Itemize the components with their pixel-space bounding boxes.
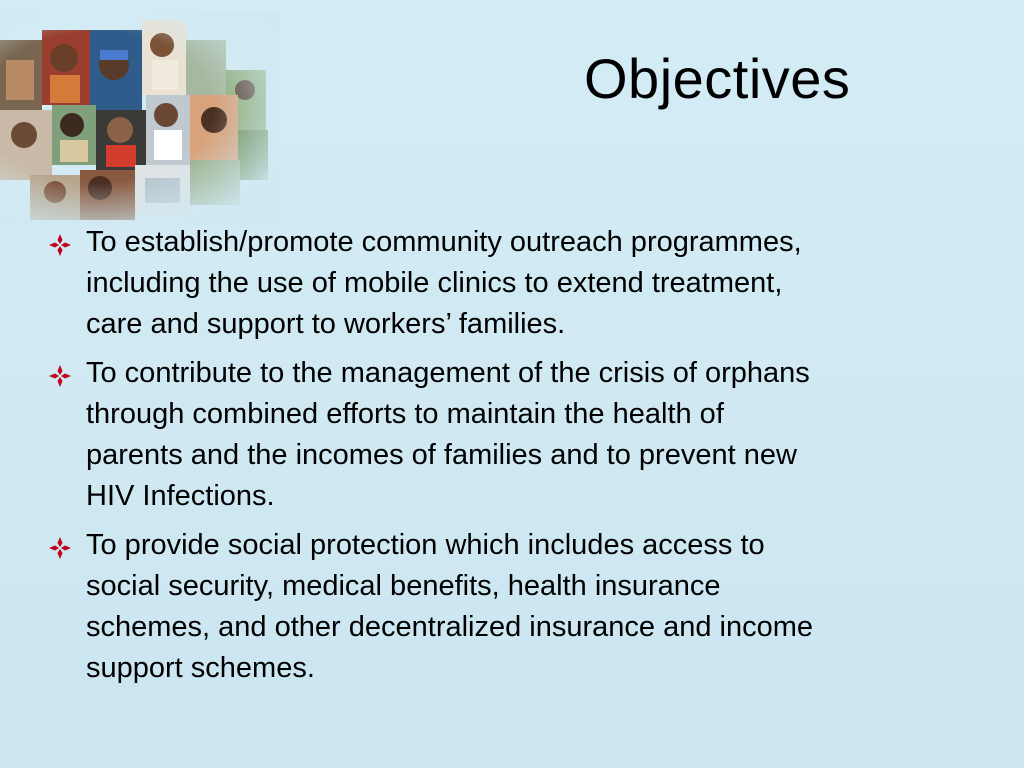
diamond-ornament-icon [48, 536, 72, 560]
collage-image [0, 10, 280, 225]
list-item [48, 222, 978, 345]
bullet-line: To contribute to the management of the crisis of orphans [86, 357, 810, 389]
list-item [48, 353, 978, 517]
diamond-ornament-icon [48, 364, 72, 388]
bullet-line: through combined efforts to maintain the health of [86, 398, 724, 430]
bullet-line: To provide social protection which includes access to [86, 529, 765, 561]
objectives-list [48, 222, 978, 697]
bullet-line: care and support to workers’ families. [86, 308, 566, 340]
slide-title: Objectives [584, 47, 851, 110]
bullet-line: support schemes. [86, 652, 315, 684]
bullet-line: HIV Infections. [86, 480, 275, 512]
bullet-line: including the use of mobile clinics to extend treatment, [86, 267, 783, 299]
photo-collage [0, 10, 280, 225]
bullet-line: social security, medical benefits, health insurance [86, 570, 721, 602]
bullet-line: parents and the incomes of families and to prevent new [86, 439, 797, 471]
diamond-ornament-icon [48, 233, 72, 257]
bullet-line: To establish/promote community outreach programmes, [86, 226, 802, 258]
bullet-line: schemes, and other decentralized insurance and income [86, 611, 814, 643]
list-item [48, 525, 978, 689]
